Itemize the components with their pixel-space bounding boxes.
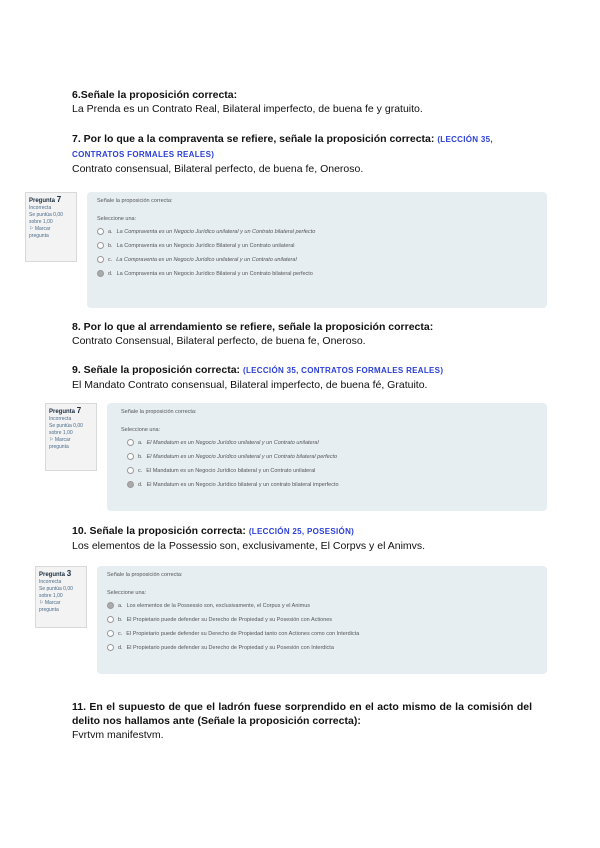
question-7 bbox=[72, 132, 532, 176]
question-state: Incorrecta bbox=[29, 205, 52, 211]
question-6-answer: La Prenda es un Contrato Real, Bilateral imperfecto, de buena fe y gratuito. bbox=[72, 103, 423, 115]
radio-button[interactable] bbox=[97, 242, 104, 249]
question-text: Señale la proposición correcta: bbox=[97, 198, 173, 204]
radio-button-selected[interactable] bbox=[107, 602, 114, 609]
select-prompt: Seleccione una: bbox=[107, 590, 147, 596]
radio-button[interactable] bbox=[97, 256, 104, 263]
flag-question-link[interactable]: ⚐ Marcar pregunta bbox=[29, 226, 51, 239]
answer-option-c[interactable]: c. El Mandatum es un Negocio Jurídico bilateral y un Contrato unilateral bbox=[127, 467, 537, 474]
quiz-screenshot-1 bbox=[25, 192, 547, 308]
answer-option-b[interactable]: b. La Compraventa es un Negocio Jurídico Bilateral y un Contrato unilateral bbox=[97, 242, 537, 249]
radio-button-selected[interactable] bbox=[97, 270, 104, 277]
answer-option-c[interactable]: c. La Compraventa es un Negocio Jurídico unilateral y un Contrato unilateral bbox=[97, 256, 537, 263]
question-9 bbox=[72, 363, 532, 392]
question-11-answer: Fvrtvm manifestvm. bbox=[72, 729, 164, 741]
question-9-answer: El Mandato Contrato consensual, Bilateral imperfecto, de buena fé, Gratuito. bbox=[72, 379, 428, 391]
question-10-reference: (LECCIÓN 25, POSESIÓN) bbox=[248, 527, 355, 536]
question-info-box bbox=[35, 566, 87, 628]
question-8-answer: Contrato Consensual, Bilateral perfecto, de buena fe, Oneroso. bbox=[72, 335, 366, 347]
radio-button-selected[interactable] bbox=[127, 481, 134, 488]
answer-option-d[interactable]: d. El Propietario puede defender su Derecho de Propiedad y su Posesión con Interdicta bbox=[107, 644, 537, 651]
flag-question-link[interactable]: ⚐ Marcar pregunta bbox=[39, 600, 61, 613]
select-prompt: Seleccione una: bbox=[121, 427, 161, 433]
answer-option-a[interactable]: a. La Compraventa es un Negocio Jurídico unilateral y un Contrato bilateral perfecto bbox=[97, 228, 537, 235]
question-panel bbox=[87, 192, 547, 308]
question-11-title: 11. En el supuesto de que el ladrón fuese sorprendido en el acto mismo de la comisión del delito nos hallamos ante (Señale la proposición correcta): bbox=[72, 701, 532, 727]
question-10-title: 10. Señale la proposición correcta: bbox=[72, 525, 246, 537]
question-6 bbox=[72, 88, 532, 116]
answer-option-a[interactable]: a. El Mandatum es un Negocio Jurídico unilateral y un Contrato unilateral bbox=[127, 439, 537, 446]
question-text: Señale la proposición correcta: bbox=[107, 572, 183, 578]
question-number: Pregunta 3 bbox=[39, 569, 72, 578]
quiz-screenshot-3 bbox=[35, 566, 547, 674]
answer-option-d[interactable]: d. El Mandatum es un Negocio Jurídico bilateral y un contrato bilateral imperfecto bbox=[127, 481, 537, 488]
radio-button[interactable] bbox=[107, 616, 114, 623]
question-7-heading bbox=[72, 132, 532, 162]
question-9-title: 9. Señale la proposición correcta: bbox=[72, 364, 241, 376]
flag-question-link[interactable]: ⚐ Marcar pregunta bbox=[49, 437, 71, 450]
answer-option-b[interactable]: b. El Mandatum es un Negocio Jurídico unilateral y un Contrato bilateral perfecto bbox=[127, 453, 537, 460]
question-number: Pregunta 7 bbox=[29, 195, 62, 204]
quiz-screenshot-2 bbox=[45, 403, 547, 511]
radio-button[interactable] bbox=[127, 467, 134, 474]
radio-button[interactable] bbox=[97, 228, 104, 235]
question-grade: Se puntúa 0,00 sobre 1,00 bbox=[49, 423, 83, 436]
answer-option-a[interactable]: a. Los elementos de la Possessio son, exclusivamente, el Corpus y el Animus bbox=[107, 602, 537, 609]
question-grade: Se puntúa 0,00 sobre 1,00 bbox=[39, 586, 73, 599]
question-10 bbox=[72, 524, 532, 553]
question-8 bbox=[72, 320, 532, 348]
radio-button[interactable] bbox=[107, 644, 114, 651]
question-7-title: 7. Por lo que a la compraventa se refiere, señale la proposición correcta: bbox=[72, 133, 435, 145]
question-number: Pregunta 7 bbox=[49, 406, 82, 415]
radio-button[interactable] bbox=[127, 439, 134, 446]
answer-option-d[interactable]: d. La Compraventa es un Negocio Jurídico Bilateral y un Contrato bilateral perfecto bbox=[97, 270, 537, 277]
question-text: Señale la proposición correcta: bbox=[121, 409, 197, 415]
question-grade: Se puntúa 0,00 sobre 1,00 bbox=[29, 212, 63, 225]
answer-option-c[interactable]: c. El Propietario puede defender su Derecho de Propiedad tanto con Actiones como con Interdicta bbox=[107, 630, 537, 637]
question-9-heading bbox=[72, 363, 532, 378]
question-6-title: 6.Señale la proposición correcta: bbox=[72, 89, 238, 101]
question-state: Incorrecta bbox=[49, 416, 72, 422]
select-prompt: Seleccione una: bbox=[97, 216, 137, 222]
question-10-answer: Los elementos de la Possessio son, exclusivamente, El Corpvs y el Animvs. bbox=[72, 540, 426, 552]
question-panel bbox=[97, 566, 547, 674]
radio-button[interactable] bbox=[127, 453, 134, 460]
radio-button[interactable] bbox=[107, 630, 114, 637]
question-8-title: 8. Por lo que al arrendamiento se refiere, señale la proposición correcta: bbox=[72, 321, 434, 333]
question-10-heading bbox=[72, 524, 532, 539]
question-11 bbox=[72, 700, 532, 742]
question-state: Incorrecta bbox=[39, 579, 62, 585]
question-9-reference: (LECCIÓN 35, CONTRATOS FORMALES REALES) bbox=[242, 366, 444, 375]
question-info-box bbox=[25, 192, 77, 262]
question-panel bbox=[107, 403, 547, 511]
question-7-reference: (LECCIÓN 35, CONTRATOS FORMALES REALES) bbox=[72, 135, 493, 159]
answer-option-b[interactable]: b. El Propietario puede defender su Derecho de Propiedad y su Posesión con Actiones bbox=[107, 616, 537, 623]
question-info-box bbox=[45, 403, 97, 471]
question-7-answer: Contrato consensual, Bilateral perfecto, de buena fe, Oneroso. bbox=[72, 163, 364, 175]
